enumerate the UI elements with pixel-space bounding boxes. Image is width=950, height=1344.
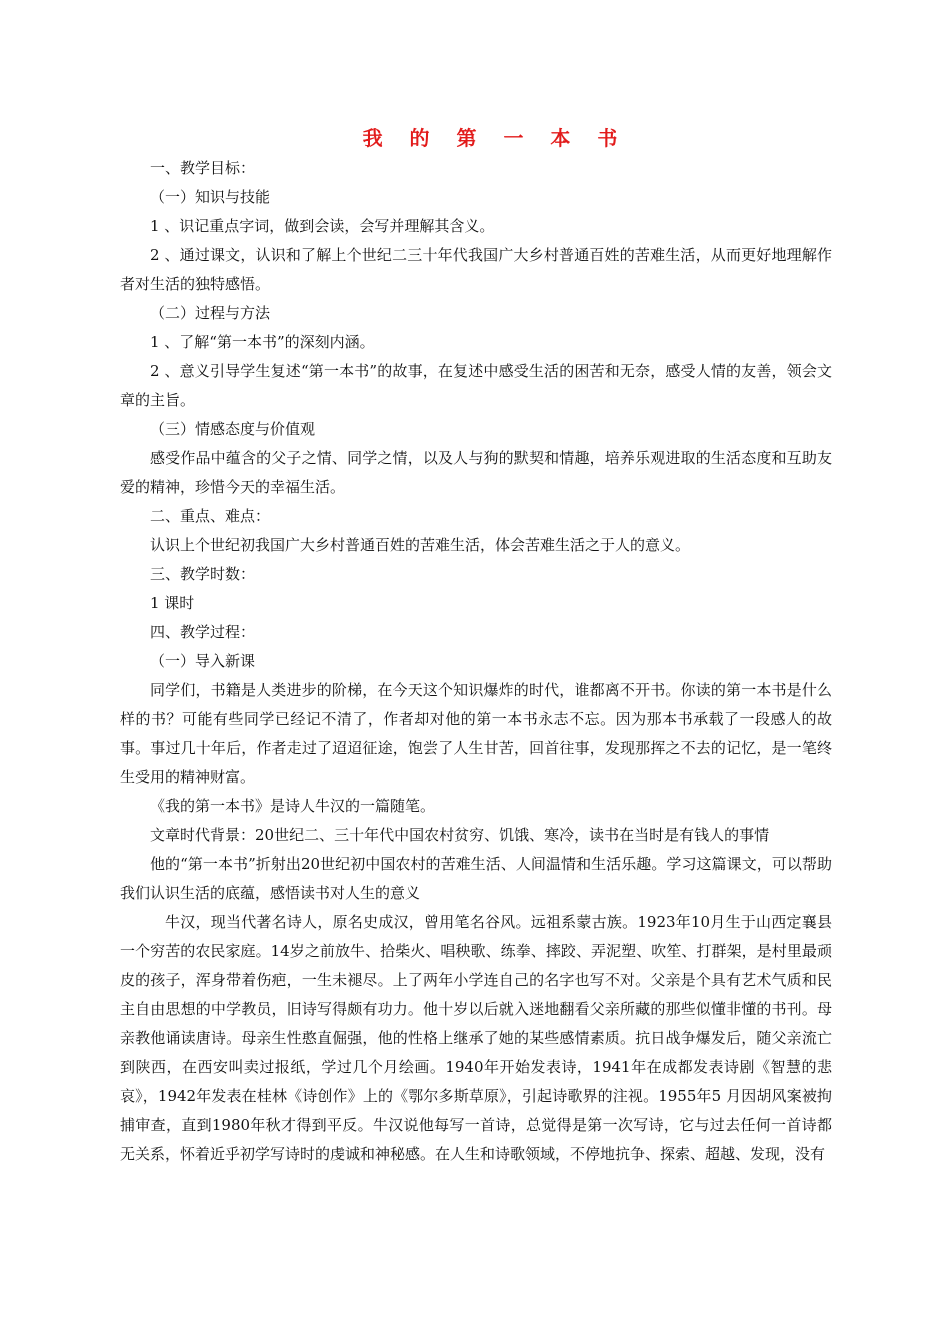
subsection-heading-knowledge: （一）知识与技能 bbox=[150, 188, 271, 206]
hours-paragraph: 1 课时 bbox=[150, 594, 195, 612]
document-body bbox=[120, 154, 832, 1169]
essay-note-paragraph: 《我的第一本书》是诗人牛汉的一篇随笔。 bbox=[150, 797, 436, 815]
subsection-heading-process: （二）过程与方法 bbox=[150, 304, 271, 322]
author-bio-paragraph: 牛汉，现当代著名诗人，原名史成汉，曾用笔名谷风。远祖系蒙古族。1923年10月生于山西定襄县一个穷苦的农民家庭。14岁之前放牛、拾柴火、唱秧歌、练拳、摔跤、弄泥塑、吹笙、打群架，是村里最顽皮的孩子，浑身带着伤疤，一生未褪尽。上了两年小学连自己的名字也写不对。父亲是个具有艺术气质和民主自由思想的中学教员，旧诗写得颇有功力。他十岁以后就入迷地翻看父亲所藏的那些似懂非懂的书刊。母亲教他诵读唐诗。母亲生性憨直倔强，他的性格上继承了她的某些感情素质。抗日战争爆发后，随父亲流亡到陕西，在西安叫卖过报纸，学过几个月绘画。1940年开始发表诗，1941年在成都发表诗剧《智慧的悲哀》，1942年发表在桂林《诗创作》上的《鄂尔多斯草原》，引起诗歌界的注视。1955年5 月因胡风案被拘捕审查，直到1980年秋才得到平反。牛汉说他每写一首诗，总觉得是第一次写诗，它与过去任何一首诗都无关系，怀着近乎初学写诗时的虔诚和神秘感。在人生和诗歌领域，不停地抗争、探索、超越、发现，没有 bbox=[120, 913, 832, 1163]
process-item-1: 1 、了解“第一本书”的深刻内涵。 bbox=[150, 333, 375, 351]
key-points-paragraph: 认识上个世纪初我国广大乡村普通百姓的苦难生活，体会苦难生活之于人的意义。 bbox=[150, 536, 691, 554]
intro-paragraph: 同学们，书籍是人类进步的阶梯，在今天这个知识爆炸的时代，谁都离不开书。你读的第一本书是什么样的书？可能有些同学已经记不清了，作者却对他的第一本书永志不忘。因为那本书承载了一段感人的故事。事过几十年后，作者走过了迢迢征途，饱尝了人生甘苦，回首往事，发现那挥之不去的记忆，是一笔终生受用的精神财富。 bbox=[120, 681, 832, 786]
section-heading-objectives: 一、教学目标： bbox=[150, 159, 256, 177]
section-heading-procedure: 四、教学过程： bbox=[150, 623, 256, 641]
process-item-2: 2 、意义引导学生复述“第一本书”的故事，在复述中感受生活的困苦和无奈，感受人情的友善，领会文章的主旨。 bbox=[120, 362, 832, 409]
document-title: 我 的 第 一 本 书 bbox=[362, 126, 628, 150]
subsection-heading-intro: （一）导入新课 bbox=[150, 652, 256, 670]
objective-item-1: 1 、识记重点字词，做到会读，会写并理解其含义。 bbox=[150, 217, 495, 235]
subsection-heading-emotion: （三）情感态度与价值观 bbox=[150, 420, 316, 438]
section-heading-hours: 三、教学时数： bbox=[150, 565, 256, 583]
objective-item-2: 2 、通过课文，认识和了解上个世纪二三十年代我国广大乡村普通百姓的苦难生活，从而更好地理解作者对生活的独特感悟。 bbox=[120, 246, 832, 293]
emotion-paragraph: 感受作品中蕴含的父子之情、同学之情，以及人与狗的默契和情趣，培养乐观进取的生活态度和互助友爱的精神，珍惜今天的幸福生活。 bbox=[120, 449, 832, 496]
section-heading-key-points: 二、重点、难点： bbox=[150, 507, 271, 525]
background-paragraph: 文章时代背景：20世纪二、三十年代中国农村贫穷、饥饿、寒冷，读书在当时是有钱人的事情 bbox=[150, 826, 770, 844]
significance-paragraph: 他的“第一本书”折射出20世纪初中国农村的苦难生活、人间温情和生活乐趣。学习这篇课文，可以帮助我们认识生活的底蕴，感悟读书对人生的意义 bbox=[120, 855, 832, 902]
